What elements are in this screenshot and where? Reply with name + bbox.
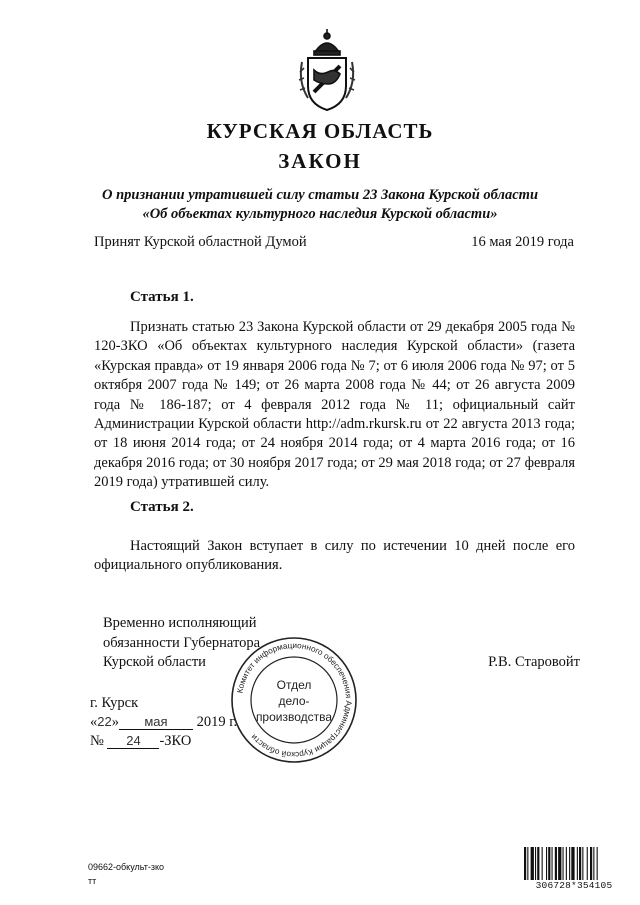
number-prefix: № <box>90 733 104 749</box>
law-subject <box>0 186 640 224</box>
stamp-center-line-2: дело- <box>278 694 310 708</box>
barcode-number: 306728*354105 <box>524 880 624 891</box>
stamp-center-line-3: производства <box>255 710 333 724</box>
signing-year: 2019 г. <box>196 714 238 730</box>
article-1-text: Признать статью 23 Закона Курской области от 29 декабря 2005 года № 120-ЗКО «Об объектах культурного наследия Курской области» (газета «Курская правда» от 19 января 2006 года № 7; от 6 июля 2006 года № 97; от 5 октября 2007 года № 149; от 26 марта 2008 года № 44; от 26 августа 2009 года № 186-187; от 4 февраля 2012 года № 11; официальный сайт Администрации Курской области http://adm.rkursk.ru от 22 августа 2013 года; от 18 июня 2014 года; от 24 ноября 2014 года; от 4 марта 2016 года; от 16 декабря 2016 года; от 30 ноября 2017 года; от 29 мая 2018 года; от 27 февраля 2019 года) утратившей силу. <box>94 319 575 491</box>
document-type-title: ЗАКОН <box>278 149 362 173</box>
article-1-heading: Статья 1. <box>130 289 194 305</box>
stamp-ring-text: Комитет информационного обеспечения Администрации Курской области <box>235 640 354 760</box>
city: г. Курск <box>90 695 139 711</box>
day-open-quote: « <box>90 714 98 730</box>
article-2-text: Настоящий Закон вступает в силу по истечении 10 дней после его официального опубликования. <box>94 538 575 574</box>
article-2-heading: Статья 2. <box>130 499 194 515</box>
signer-title-line-1: Временно исполняющий <box>103 615 257 631</box>
signing-day: 22 <box>97 714 112 729</box>
stamp-center-line-1: Отдел <box>276 678 312 692</box>
day-close-quote: » <box>111 714 119 730</box>
law-subject-line-1: О признании утратившей силу статьи 23 Закона Курской области <box>101 187 539 203</box>
signer-title-line-2: обязанности Губернатора <box>103 634 261 651</box>
region-title: КУРСКАЯ ОБЛАСТЬ <box>206 119 434 143</box>
document-code-suffix: тт <box>88 876 97 886</box>
number-suffix: -ЗКО <box>159 733 192 749</box>
signing-month: мая <box>119 714 193 730</box>
number-value: 24 <box>107 733 159 749</box>
coat-of-arms-emblem <box>298 28 356 114</box>
signer-title-line-3: Курской области <box>103 654 206 670</box>
document-code: 09662-обкульт-зко <box>88 862 165 872</box>
adopted-by: Принят Курской областной Думой <box>94 234 307 250</box>
law-subject-line-2: «Об объектах культурного наследия Курской области» <box>142 206 498 222</box>
adopted-date: 16 мая 2019 года <box>471 234 574 250</box>
signer-name: Р.В. Старовойт <box>488 654 580 670</box>
official-stamp <box>229 635 359 765</box>
